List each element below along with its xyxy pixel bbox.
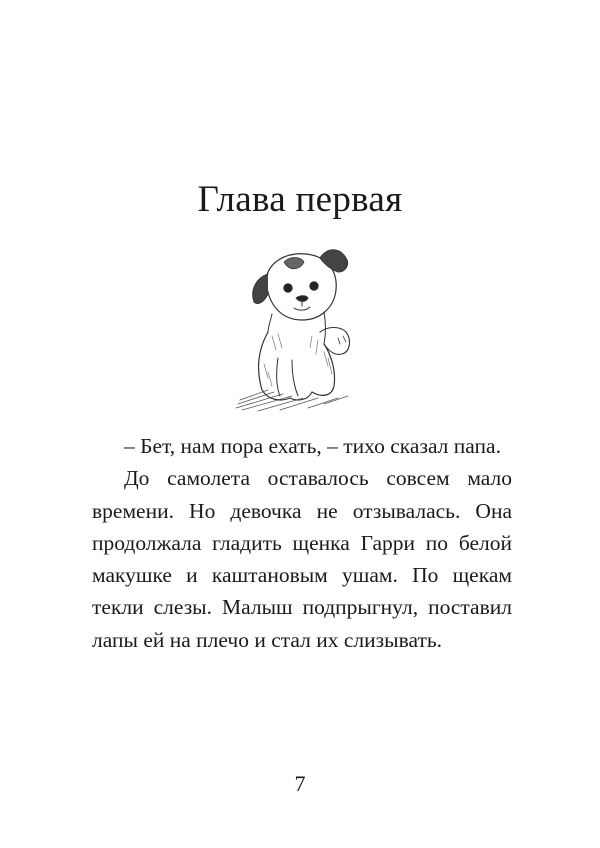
- story-text: [92, 430, 512, 656]
- page-number: 7: [294, 771, 306, 796]
- puppy-sketch-icon: [228, 240, 378, 415]
- paragraph-1: – Бет, нам пора ехать, – тихо сказал папа.: [124, 434, 501, 458]
- paragraph-2: До самолета оставалось совсем мало времени. Но девочка не отзывалась. Она продолжала гладить щенка Гарри по белой макушке и каштановым ушам. По щекам текли слезы. Малыш подпрыгнул, поставил лапы ей на плечо и стал их слизывать.: [92, 466, 512, 652]
- chapter-title: Глава первая: [197, 179, 403, 220]
